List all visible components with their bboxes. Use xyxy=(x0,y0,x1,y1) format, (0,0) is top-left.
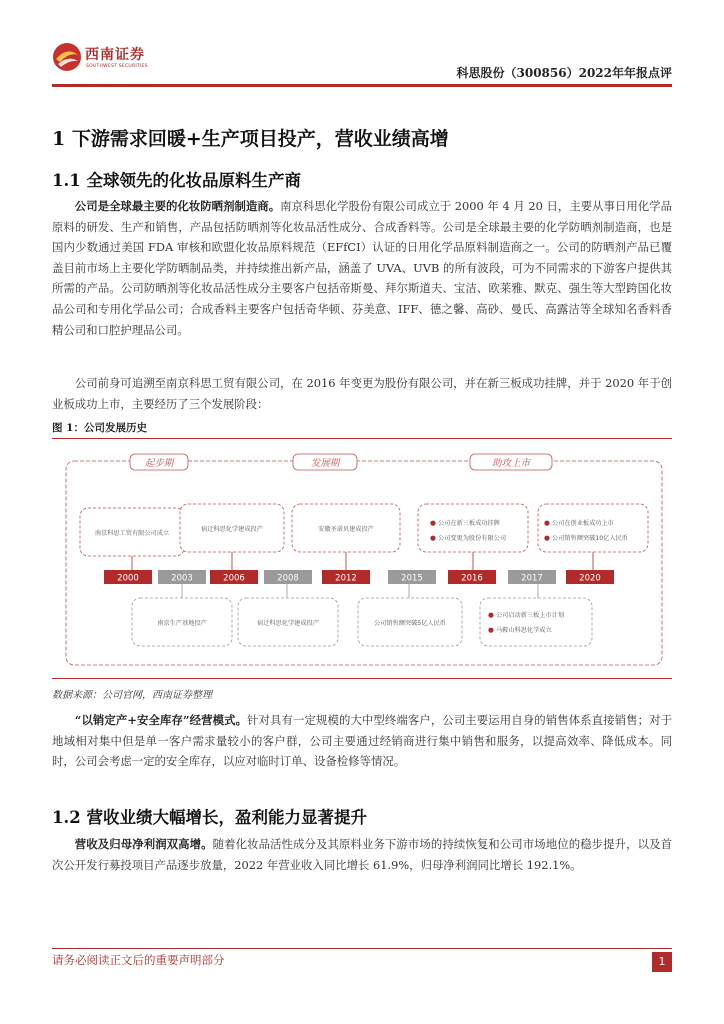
footer-divider xyxy=(52,948,672,949)
year-label-2000: 2000 xyxy=(117,573,139,584)
stage-tag-3: 助攻上市 xyxy=(491,458,531,469)
event-2017-1: 公司启动新三板上市计划 xyxy=(496,612,565,619)
section-1-2-title: 1.2 营收业绩大幅增长，盈利能力显著提升 xyxy=(52,808,367,827)
event-2016-1: 公司在新三板成功挂牌 xyxy=(438,520,500,527)
event-2003: 南京生产基地投产 xyxy=(157,620,207,627)
paragraph-business-model-lead: “以销定产+安全库存”经营模式。 xyxy=(74,713,248,727)
year-bar-group xyxy=(104,570,614,584)
event-2017-2: 马鞍山科思化学成立 xyxy=(496,627,552,634)
figure-1-caption: 图 1：公司发展历史 xyxy=(52,422,147,434)
event-2020-1: 公司在创业板成功上市 xyxy=(552,520,614,527)
event-2012: 安徽圣诺贝建成投产 xyxy=(318,526,374,533)
bottom-connectors xyxy=(182,584,538,598)
page-number: 1 xyxy=(652,952,672,972)
year-label-2006: 2006 xyxy=(223,573,245,584)
event-2015: 公司销售额突破5亿人民币 xyxy=(374,620,446,627)
paragraph-business-model-body: 针对具有一定规模的大中型终端客户，公司主要运用自身的销售体系直接销售；对于地域相对集中但是单一客户需求量较小的客户群，公司主要通过经销商进行集中销售和服务，以提高效率、降低成本。同时，公司会考虑一定的安全库存，以应对临时订单、设备检修等情况。 xyxy=(52,713,672,769)
paragraph-company-intro-lead: 公司是全球最主要的化妆防晒剂制造商。 xyxy=(74,199,281,213)
paragraph-revenue xyxy=(52,834,672,875)
year-label-2008: 2008 xyxy=(277,573,299,584)
event-box-2020 xyxy=(538,504,648,552)
development-timeline xyxy=(52,446,672,672)
event-2016-bullet-1-icon: ● xyxy=(430,519,436,527)
event-2016-bullet-2-icon: ● xyxy=(430,534,436,542)
top-connectors xyxy=(132,552,593,570)
paragraph-company-history-body: 公司前身可追溯至南京科思工贸有限公司，在 2016 年变更为股份有限公司，并在新三板成功挂牌，并于 2020 年于创业板成功上市，主要经历了三个发展阶段： xyxy=(52,376,672,411)
brand-name-cn: 西南证券 xyxy=(85,47,145,63)
paragraph-business-model xyxy=(52,710,672,772)
event-2017-bullet-1-icon: ● xyxy=(488,611,494,619)
event-2000: 南京科思工贸有限公司成立 xyxy=(94,530,170,537)
event-2016-2: 公司变更为股份有限公司 xyxy=(438,535,507,542)
event-2017-bullet-2-icon: ● xyxy=(488,626,494,634)
year-label-2015: 2015 xyxy=(401,573,423,584)
paragraph-company-intro-body: 南京科思化学股份有限公司成立于 2000 年 4 月 20 日，主要从事日用化学品原料的研发、生产和销售，产品包括防晒剂等化妆品活性成分、合成香料等。公司是全球最主要的化学防晒剂制造商，也是国内少数通过美国 FDA 审核和欧盟化妆品原料规范（EFfCI）认证的日用化学品原料制造商之一。公司的防晒剂产品已覆盖目前市场上主要化学防晒制品类，并持续推出新产品，涵盖了 UVA、UVB 的所有波段，可为不同需求的下游客户提供其所需的产品。公司防晒剂等化妆品活性成分主要客户包括帝斯曼、拜尔斯道夫、宝洁、欧莱雅、默克、强生等大型跨国化妆品公司和专用化学品公司；合成香料主要客户包括奇华顿、芬美意、IFF、德之馨、高砂、曼氏、高露洁等全球知名香料香精公司和口腔护理品公司。 xyxy=(52,199,672,337)
paragraph-revenue-lead: 营收及归母净利润双高增。 xyxy=(74,837,213,851)
section-1-title: 1 下游需求回暖+生产项目投产，营收业绩高增 xyxy=(52,128,449,150)
brand-name-en: SOUTHWEST SECURITIES xyxy=(86,64,148,69)
header-divider xyxy=(52,84,672,87)
year-label-2012: 2012 xyxy=(335,573,357,584)
event-box-2017 xyxy=(480,598,592,646)
event-box-2016 xyxy=(418,504,528,552)
stage-tag-1: 起步期 xyxy=(144,458,174,469)
figure-source: 数据来源：公司官网，西南证券整理 xyxy=(52,690,212,701)
footer-disclaimer: 请务必阅读正文后的重要声明部分 xyxy=(52,953,225,967)
figure-bottom-rule xyxy=(52,678,672,679)
section-1-1-title: 1.1 全球领先的化妆品原料生产商 xyxy=(52,171,301,190)
brand-logo-icon xyxy=(52,42,82,72)
stage-tag-2: 发展期 xyxy=(310,458,340,469)
brand-logo xyxy=(52,42,152,76)
event-2006: 宿迁科思化学建成投产 xyxy=(201,526,263,533)
year-label-2017: 2017 xyxy=(521,573,543,584)
year-label-2003: 2003 xyxy=(171,573,193,584)
event-2008: 宿迁科思化学建成投产 xyxy=(257,620,319,627)
report-title: 科思股份（300856）2022年年报点评 xyxy=(456,66,672,80)
event-2020-bullet-1-icon: ● xyxy=(544,519,550,527)
event-2020-2: 公司销售额突破10亿人民币 xyxy=(552,535,628,542)
year-label-2016: 2016 xyxy=(461,573,483,584)
paragraph-company-history xyxy=(52,373,672,414)
paragraph-company-intro xyxy=(52,196,672,340)
page-header xyxy=(0,0,724,90)
figure-top-rule xyxy=(52,438,672,439)
event-2020-bullet-2-icon: ● xyxy=(544,534,550,542)
paragraph-revenue-body: 随着化妆品活性成分及其原料业务下游市场的持续恢复和公司市场地位的稳步提升，以及首次公开发行募投项目产品逐步放量，2022 年营业收入同比增长 61.9%，归母净利润同比增长 192.1%。 xyxy=(52,837,672,872)
year-label-2020: 2020 xyxy=(579,573,601,584)
